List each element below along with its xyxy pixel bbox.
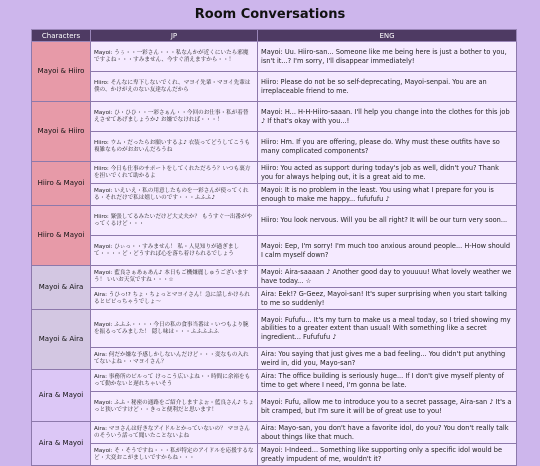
characters-cell: Hiiro & Mayoi bbox=[32, 206, 91, 266]
eng-cell bbox=[258, 206, 517, 236]
characters-cell: Mayoi & Aira bbox=[32, 310, 91, 370]
header-jp: JP bbox=[91, 30, 258, 42]
eng-line: Mayoi: Uu. Hiiro-san... Someone like me being here is just a bother to you, isn't it...? I'm sorry, I'll disappear immediately! bbox=[261, 48, 507, 65]
eng-cell bbox=[258, 236, 517, 266]
characters-cell: Mayoi & Hiiro bbox=[32, 42, 91, 102]
jp-cell bbox=[91, 370, 258, 392]
jp-cell bbox=[91, 236, 258, 266]
jp-cell bbox=[91, 184, 258, 206]
eng-line: Mayoi: It is no problem in the least. You using what I prepare for you is enough to make me happy... fufufufu ♪ bbox=[261, 186, 494, 203]
jp-cell bbox=[91, 310, 258, 348]
jp-line: Mayoi: ひ・ひひ・・一彩さぁん・・今回のお仕事・私が着替えさせてあげましょうか♪ お嫌でなければ・・・！ bbox=[94, 109, 249, 123]
table-body bbox=[32, 42, 517, 466]
jp-line: Mayoi: ひぃっ・・すみません！ 私・人見知りが過ぎまして・・・・ど・どうすれば心を落ち着けられるでしょう bbox=[94, 243, 240, 257]
jp-line: Hiiro: 今日も仕事のサポートをしてくれただろう？いつも裏方を担いでくれて助かるよ bbox=[94, 165, 251, 179]
eng-cell bbox=[258, 266, 517, 288]
jp-line: Mayoi: ふふふ・・・・今日の私の食事当番は・いつもより腕を振るってみました！ 隠し味は・・・ふふふふふ bbox=[94, 321, 249, 335]
table-header-row bbox=[32, 30, 517, 42]
table-row bbox=[32, 206, 517, 236]
eng-line: Mayoi: Eep, I'm sorry! I'm much too anxious around people... H-How should I calm myself down? bbox=[261, 242, 511, 259]
eng-line: Hiiro: Hm. If you are offering, please do. Why must these outfits have so many complicated components? bbox=[261, 138, 500, 155]
table-row bbox=[32, 310, 517, 348]
eng-line: Hiiro: You acted as support during today's job as well, didn't you? Thank you for always helping out, it is a great aid to me. bbox=[261, 164, 499, 181]
eng-cell bbox=[258, 162, 517, 184]
table-row bbox=[32, 392, 517, 422]
eng-cell bbox=[258, 310, 517, 348]
jp-line: Mayoi: うぅ・・一彩さん・・・私なんかが近くにいたら邪魔ですよね・・・すみません、今すぐ消えますから・・！ bbox=[94, 49, 249, 63]
eng-cell bbox=[258, 102, 517, 132]
jp-line: Aira: マヨさんは好きなアイドルとかっていないの？ マヨさんのそういう話って聞いたことないよね bbox=[94, 425, 250, 439]
jp-cell bbox=[91, 102, 258, 132]
eng-cell bbox=[258, 348, 517, 370]
table-row bbox=[32, 288, 517, 310]
jp-line: Mayoi: ふふ・秘密の通路をご紹介しますよぉ・藍良さん♪ ちょっと狭いですけど・・きっと便利だと思います！ bbox=[94, 399, 254, 413]
jp-cell bbox=[91, 266, 258, 288]
jp-line: Aira: 何だか嫌な予感しかしないんだけど・・・変なもの入れてないよね・・マヨイさん？ bbox=[94, 351, 249, 365]
table-row bbox=[32, 370, 517, 392]
jp-line: Hiiro: 緊張してるみたいだけど大丈夫か？ もうすぐ一出番がやってくるけど・・・ bbox=[94, 213, 253, 227]
header-eng: ENG bbox=[258, 30, 517, 42]
eng-cell bbox=[258, 184, 517, 206]
jp-line: Mayoi: いえいえ・私の用意したものを一彩さんが使ってくれる・それだけで私は嬉しいのです・・・ふふふ♪ bbox=[94, 187, 249, 201]
eng-line: Mayoi: Fufufu... It's my turn to make us a meal today, so I tried showing my abilities to a greater extent than usual! With something like a secret ingredient... Fufufufu ♪ bbox=[261, 315, 511, 341]
eng-line: Aira: You saying that just gives me a bad feeling... You didn't put anything weird in, did you, Mayo-san? bbox=[261, 350, 506, 367]
eng-cell bbox=[258, 132, 517, 162]
table-row bbox=[32, 132, 517, 162]
jp-cell bbox=[91, 206, 258, 236]
eng-line: Aira: Mayo-san, you don't have a favorite idol, do you? You don't really talk about things like that much. bbox=[261, 424, 509, 441]
jp-cell bbox=[91, 162, 258, 184]
jp-cell bbox=[91, 72, 258, 102]
eng-line: Hiiro: Please do not be so self-deprecating, Mayoi-senpai. You are an irreplaceable friend to me. bbox=[261, 78, 487, 95]
header-characters: Characters bbox=[32, 30, 91, 42]
table-row bbox=[32, 162, 517, 184]
eng-line: Mayoi: Aira-saaaan ♪ Another good day to youuuu! What lovely weather we have today... ☆ bbox=[261, 268, 512, 285]
eng-line: Mayoi: H... H-H-Hiiro-saaan. I'll help you change into the clothes for this job ♪ If that's okay with you...! bbox=[261, 108, 510, 125]
jp-line: Aira: 事務所のビルって けっこう広いよね・・時間に余裕をもって動かないと遅れちゃいそう bbox=[94, 373, 251, 387]
conversation-table bbox=[31, 29, 517, 466]
jp-cell bbox=[91, 444, 258, 466]
table-row bbox=[32, 184, 517, 206]
eng-line: Mayoi: Fufu, allow me to introduce you to a secret passage, Aira-san ♪ It's a bit cramped, but I'm sure it will be of great use to you! bbox=[261, 398, 512, 415]
eng-cell bbox=[258, 42, 517, 72]
characters-cell: Aira & Mayoi bbox=[32, 370, 91, 422]
eng-cell bbox=[258, 288, 517, 310]
jp-line: Hiiro: そんなに卑下しないでくれ、マヨイ先輩・マヨイ先輩は僕の、かけがえのない友達なんだから bbox=[94, 79, 251, 93]
table-row bbox=[32, 348, 517, 370]
table-row bbox=[32, 236, 517, 266]
table-row bbox=[32, 444, 517, 466]
characters-cell: Mayoi & Hiiro bbox=[32, 102, 91, 162]
table-row bbox=[32, 72, 517, 102]
eng-line: Mayoi: I-Indeed... Something like supporting only a specific idol would be greatly impudent of me, wouldn't it? bbox=[261, 446, 503, 463]
jp-line: Mayoi: 藍良さぁあぁあん♪ 本日もご機嫌麗しゅうございますう！ いいお天気ですね・・・☆ bbox=[94, 269, 249, 283]
jp-line: Hiiro: ウム・だったらお願いするよ♪ 衣装ってどうしてこうも複雑なものがおおいんだろうね bbox=[94, 139, 251, 153]
characters-cell: Hiiro & Mayoi bbox=[32, 162, 91, 206]
characters-cell: Aira & Mayoi bbox=[32, 422, 91, 466]
eng-cell bbox=[258, 444, 517, 466]
table-row bbox=[32, 42, 517, 72]
eng-cell bbox=[258, 422, 517, 444]
table-row bbox=[32, 266, 517, 288]
table-row bbox=[32, 422, 517, 444]
jp-cell bbox=[91, 132, 258, 162]
jp-cell bbox=[91, 422, 258, 444]
jp-line: Aira: うひっ!? ちょ・ちょっとマヨイさん！急に話しかけられるとビビっちゃうでしょ～ bbox=[94, 291, 250, 305]
jp-cell bbox=[91, 392, 258, 422]
jp-cell bbox=[91, 348, 258, 370]
characters-cell: Mayoi & Aira bbox=[32, 266, 91, 310]
table-row bbox=[32, 102, 517, 132]
eng-cell bbox=[258, 72, 517, 102]
jp-cell bbox=[91, 42, 258, 72]
eng-line: Aira: Eek!? G-Geez, Mayoi-san! It's super surprising when you start talking to me so suddenly! bbox=[261, 290, 507, 307]
jp-line: Mayoi: そ・そうですね・・・私が特定のアイドルを応援するなど・大変おこがましいですからね・・・ bbox=[94, 447, 254, 461]
eng-line: Hiiro: You look nervous. Will you be all right? It will be our turn very soon... bbox=[261, 216, 508, 225]
eng-cell bbox=[258, 370, 517, 392]
eng-line: Aira: The office building is seriously huge... If I don't give myself plenty of time to get where I need, I'm gonna be late. bbox=[261, 372, 504, 389]
eng-cell bbox=[258, 392, 517, 422]
jp-cell bbox=[91, 288, 258, 310]
page-title: Room Conversations bbox=[194, 7, 346, 22]
